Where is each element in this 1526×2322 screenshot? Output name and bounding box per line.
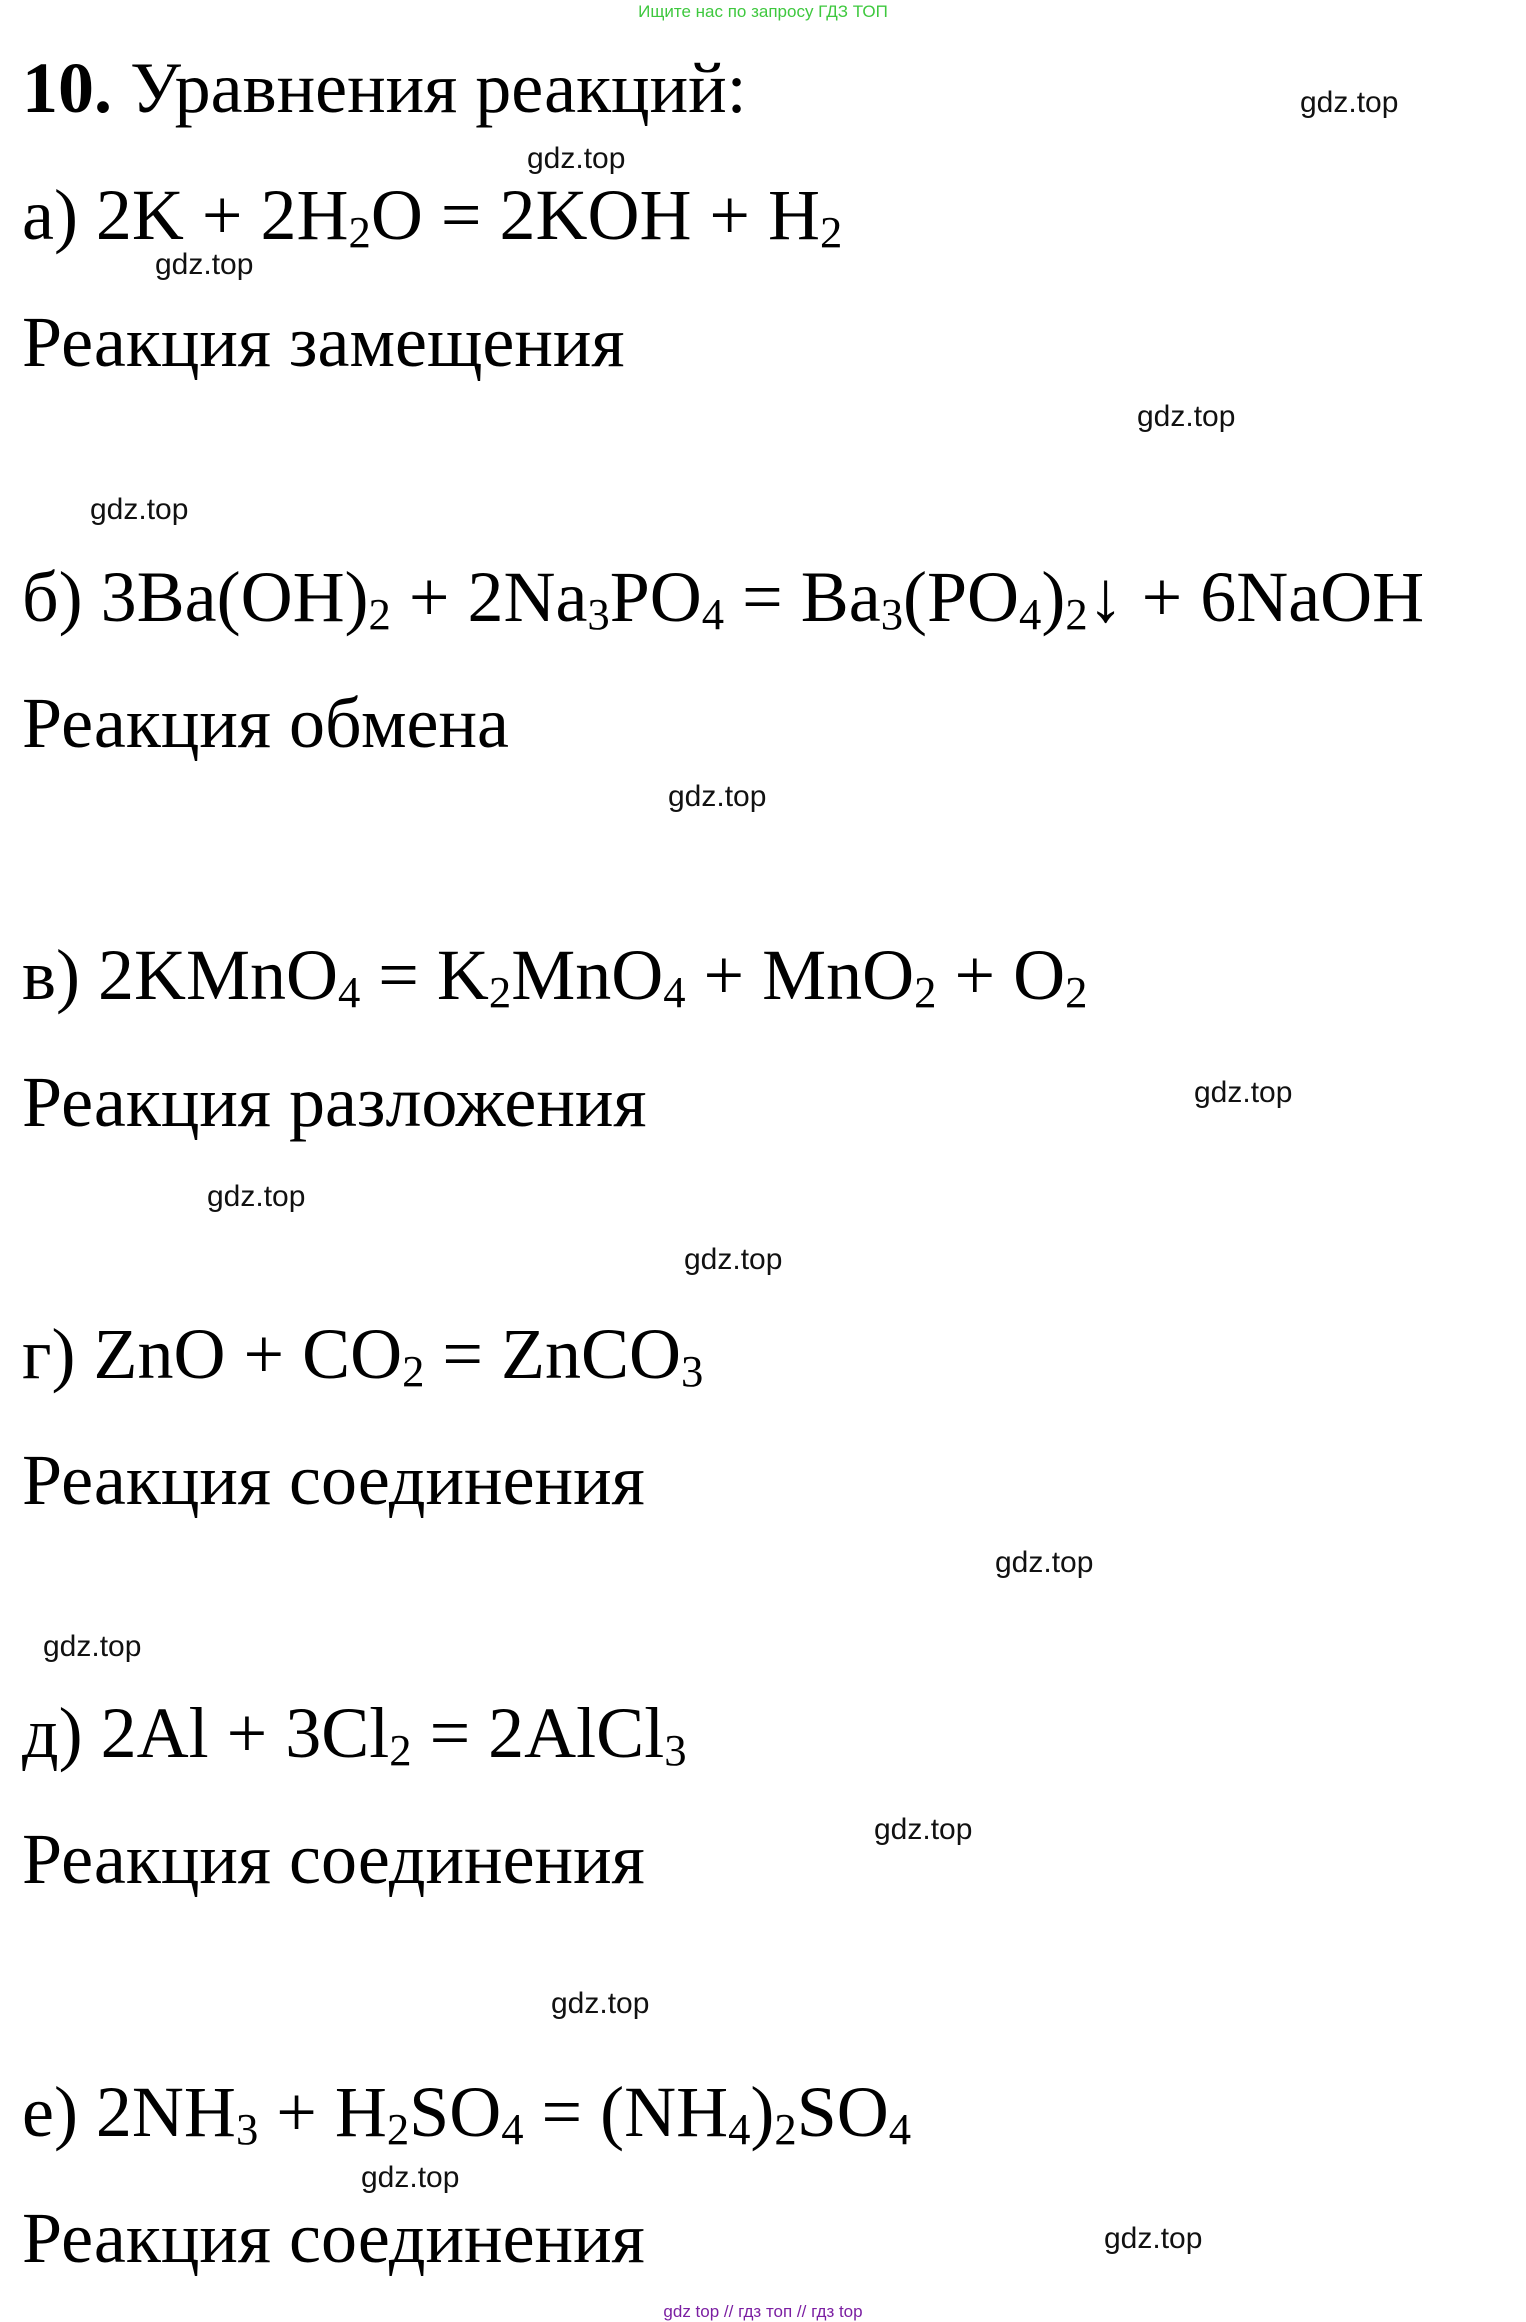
subscript: 4 — [337, 967, 361, 1018]
watermark: gdz.top — [1300, 86, 1399, 119]
subscript: 4 — [701, 589, 725, 640]
watermark: gdz.top — [1194, 1076, 1293, 1109]
reaction-type-b: Реакция обмена — [22, 683, 509, 763]
watermark: gdz.top — [361, 2161, 460, 2194]
formula-text: + 2Na — [390, 557, 588, 637]
formula-text: + MnO — [685, 935, 915, 1015]
subscript: 4 — [501, 2104, 524, 2155]
subscript: 2 — [1065, 967, 1088, 1018]
formula-text: д) 2Al + 3Cl — [22, 1693, 390, 1773]
formula-text: (PO — [903, 557, 1020, 637]
formula-text: + H — [258, 2072, 387, 2152]
reaction-type-e: Реакция соединения — [22, 2198, 645, 2278]
subscript: 2 — [386, 2104, 410, 2155]
subscript: 2 — [368, 589, 391, 640]
page-title — [22, 48, 747, 128]
formula-text: = ZnCO — [424, 1314, 682, 1394]
task-title-text: Уравнения реакций: — [130, 48, 747, 128]
watermark: gdz.top — [995, 1546, 1094, 1579]
formula-text: + O — [936, 935, 1066, 1015]
subscript: 2 — [820, 207, 843, 258]
watermark: gdz.top — [527, 142, 626, 175]
subscript: 2 — [1065, 589, 1088, 640]
formula-text: е) 2NH — [22, 2072, 236, 2152]
formula-text: г) ZnO + CO — [22, 1314, 403, 1394]
subscript: 2 — [389, 1725, 412, 1776]
subscript: 3 — [681, 1346, 704, 1397]
subscript: 4 — [888, 2104, 912, 2155]
formula-text: ↓ + 6NaOH — [1087, 557, 1425, 637]
formula-text: в) 2KMnO — [22, 935, 338, 1015]
formula-text: б) 3Ba(OH) — [22, 557, 369, 637]
formula-text: SO — [409, 2072, 502, 2152]
subscript: 4 — [663, 967, 686, 1018]
watermark: gdz.top — [43, 1630, 142, 1663]
reaction-type-d: Реакция соединения — [22, 1819, 645, 1899]
reaction-equation-v — [22, 935, 1088, 1018]
subscript: 2 — [488, 967, 512, 1018]
watermark: gdz.top — [155, 248, 254, 281]
subscript: 4 — [1019, 589, 1042, 640]
formula-text: = Ba — [724, 557, 881, 637]
reaction-equation-b — [22, 557, 1425, 640]
subscript: 3 — [587, 589, 610, 640]
watermark: gdz.top — [207, 1180, 306, 1213]
reaction-type-a: Реакция замещения — [22, 302, 625, 382]
subscript: 2 — [348, 207, 371, 258]
reaction-equation-a — [22, 175, 843, 258]
formula-text: = 2AlCl — [411, 1693, 665, 1773]
task-number: 10. — [22, 48, 112, 128]
formula-text: SO — [796, 2072, 889, 2152]
formula-text: MnO — [511, 935, 664, 1015]
subscript: 3 — [235, 2104, 259, 2155]
subscript: 2 — [402, 1346, 425, 1397]
reaction-equation-e — [22, 2072, 912, 2155]
watermark: gdz.top — [90, 493, 189, 526]
formula-text: а) 2K + 2H — [22, 175, 349, 255]
top-banner: Ищите нас по запросу ГДЗ ТОП — [638, 2, 888, 21]
reaction-equation-d — [22, 1693, 687, 1776]
reaction-type-v: Реакция разложения — [22, 1062, 647, 1142]
footer-watermark: gdz top // гдз топ // гдз top — [663, 2302, 863, 2321]
formula-text: O = 2KOH + H — [370, 175, 821, 255]
subscript: 2 — [914, 967, 937, 1018]
formula-text: = K — [360, 935, 489, 1015]
watermark: gdz.top — [551, 1987, 650, 2020]
watermark: gdz.top — [668, 780, 767, 813]
watermark: gdz.top — [684, 1243, 783, 1276]
formula-text: PO — [609, 557, 702, 637]
subscript: 3 — [664, 1725, 687, 1776]
watermark: gdz.top — [874, 1813, 973, 1846]
formula-text: = (NH — [523, 2072, 729, 2152]
reaction-equation-g — [22, 1314, 704, 1397]
reaction-type-g: Реакция соединения — [22, 1440, 645, 1520]
formula-text: ) — [1041, 557, 1066, 637]
watermark: gdz.top — [1137, 400, 1236, 433]
subscript: 3 — [880, 589, 903, 640]
watermark: gdz.top — [1104, 2222, 1203, 2255]
formula-text: ) — [750, 2072, 775, 2152]
subscript: 2 — [774, 2104, 797, 2155]
subscript: 4 — [728, 2104, 751, 2155]
